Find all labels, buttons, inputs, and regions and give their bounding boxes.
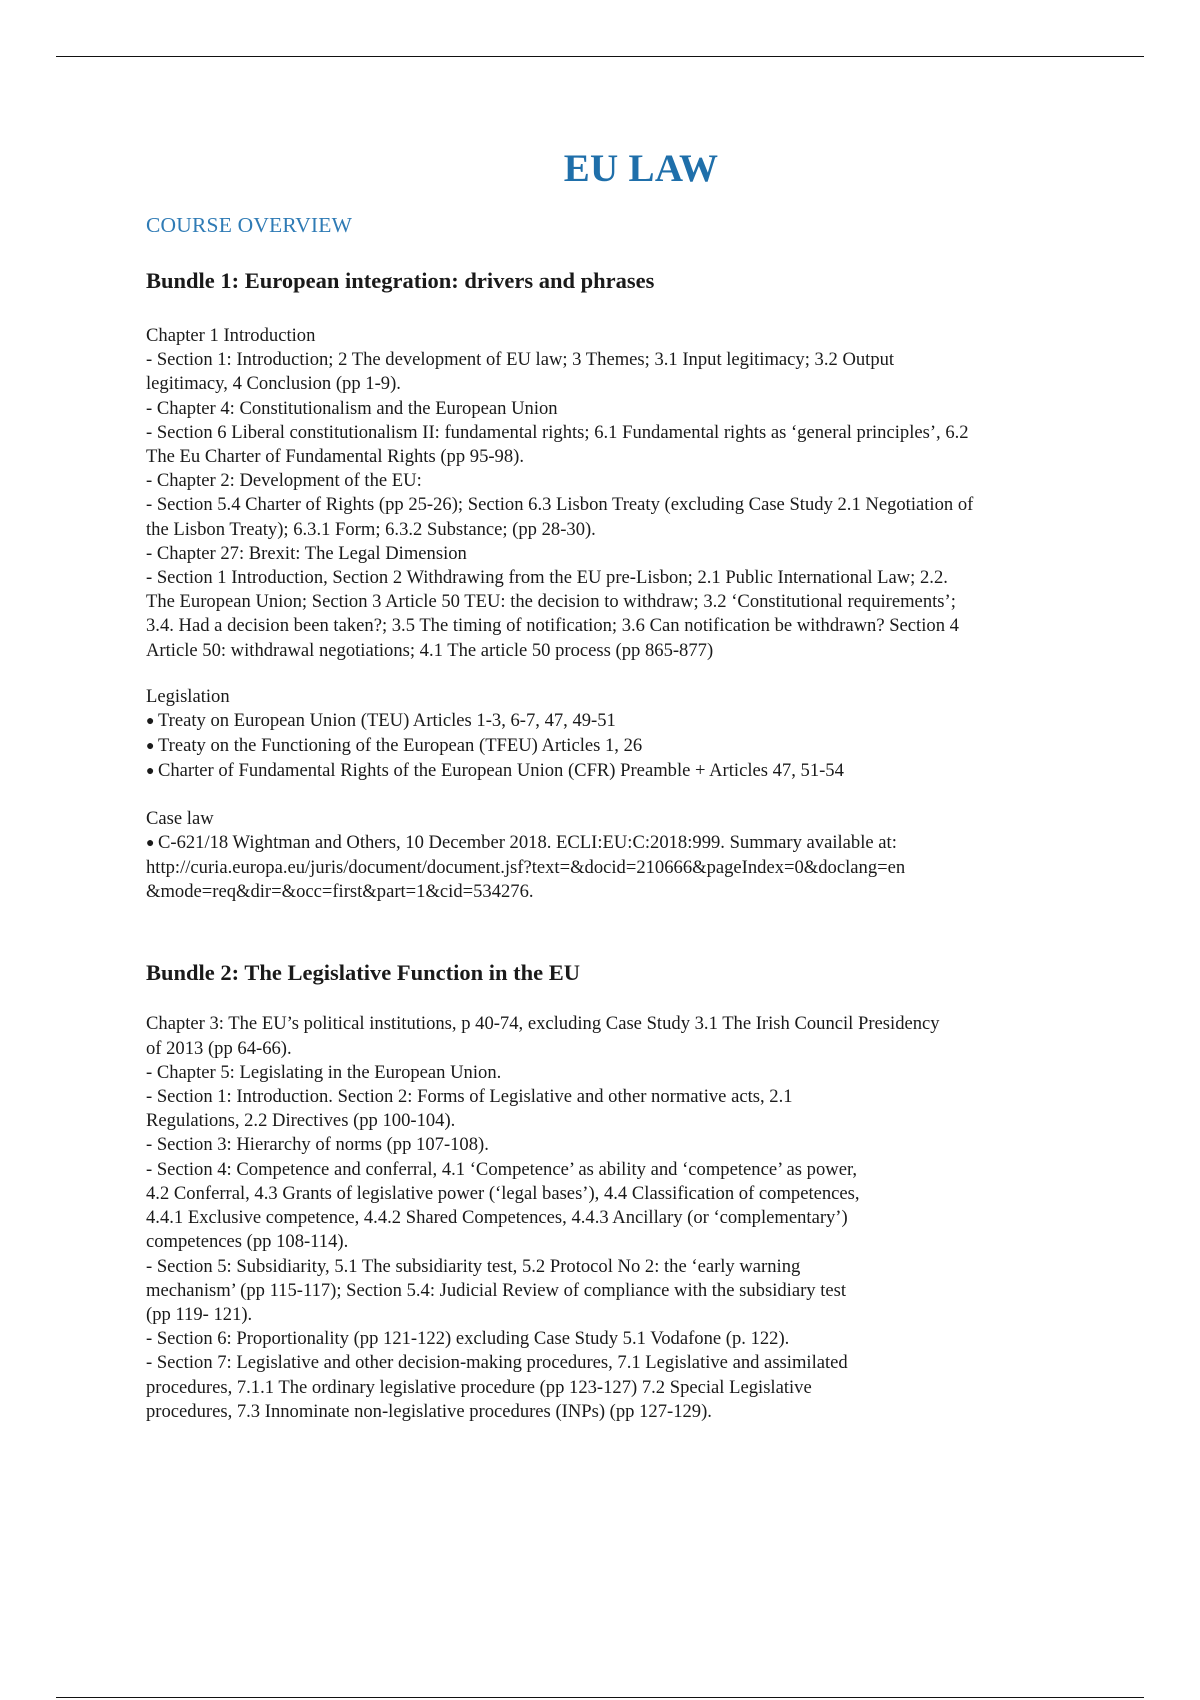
caselaw-item: ● C-621/18 Wightman and Others, 10 December 2018. ECLI:EU:C:2018:999. Summary available at:: [146, 831, 1106, 856]
reading-line: - Section 3: Hierarchy of norms (pp 107-108).: [146, 1134, 489, 1156]
reading-line: Chapter 3: The EU’s political institutions, p 40-74, excluding Case Study 3.1 The Irish Council Presidency: [146, 1013, 940, 1035]
reading-line: - Section 1 Introduction, Section 2 Withdrawing from the EU pre-Lisbon; 2.1 Public International Law; 2.2.: [146, 567, 948, 589]
bundle-2-reading: [146, 1012, 1106, 1423]
reading-line: Chapter 1 Introduction: [146, 325, 316, 346]
reading-line: - Chapter 5: Legislating in the European Union.: [146, 1061, 502, 1083]
footer-rule: [56, 1697, 1144, 1698]
reading-line: legitimacy, 4 Conclusion (pp 1-9).: [146, 373, 401, 395]
reading-line: - Section 6 Liberal constitutionalism II: fundamental rights; 6.1 Fundamental rights as ‘general principles’, 6.2: [146, 421, 969, 443]
reading-line: - Section 1: Introduction. Section 2: Forms of Legislative and other normative acts, 2.1: [146, 1086, 793, 1108]
caselaw-section: [146, 807, 1106, 905]
reading-line: 3.4. Had a decision been taken?; 3.5 The timing of notification; 3.6 Can notification be withdrawn? Section 4: [146, 615, 959, 637]
bundle-2-heading: Bundle 2: The Legislative Function in the EU: [146, 960, 581, 986]
reading-line: Article 50: withdrawal negotiations; 4.1 The article 50 process (pp 865-877): [146, 639, 714, 661]
legislation-item: ● Charter of Fundamental Rights of the European Union (CFR) Preamble + Articles 47, 51-54: [146, 759, 1106, 784]
reading-line: The Eu Charter of Fundamental Rights (pp 95-98).: [146, 446, 524, 468]
legislation-item: ● Treaty on the Functioning of the European (TFEU) Articles 1, 26: [146, 734, 1106, 759]
reading-line: - Section 4: Competence and conferral, 4.1 ‘Competence’ as ability and ‘competence’ as power,: [146, 1158, 858, 1180]
reading-line: - Section 6: Proportionality (pp 121-122) excluding Case Study 5.1 Vodafone (p. 122).: [146, 1328, 790, 1350]
document-body: [146, 138, 1106, 1424]
reading-line: - Section 1: Introduction; 2 The development of EU law; 3 Themes; 3.1 Input legitimacy; 3.2 Output: [146, 349, 895, 371]
reading-line: - Section 5: Subsidiarity, 5.1 The subsidiarity test, 5.2 Protocol No 2: the ‘early warning: [146, 1255, 801, 1277]
reading-line: - Section 7: Legislative and other decision-making procedures, 7.1 Legislative and assimilated: [146, 1352, 848, 1374]
reading-line: - Chapter 27: Brexit: The Legal Dimension: [146, 542, 467, 564]
header-rule: [56, 56, 1144, 57]
reading-line: - Section 5.4 Charter of Rights (pp 25-26); Section 6.3 Lisbon Treaty (excluding Case Study 2.1 Negotiation of: [146, 494, 974, 516]
reading-line: procedures, 7.1.1 The ordinary legislative procedure (pp 123-127) 7.2 Special Legislative: [146, 1376, 812, 1398]
reading-line: of 2013 (pp 64-66).: [146, 1037, 292, 1059]
bundle-1-reading: [146, 324, 1106, 663]
bundle-1-heading: Bundle 1: European integration: drivers and phrases: [146, 268, 655, 293]
caselaw-link[interactable]: http://curia.europa.eu/juris/document/document.jsf?text=&docid=210666&pageIndex=0&doclang=en: [146, 857, 906, 879]
reading-line: procedures, 7.3 Innominate non-legislative procedures (INPs) (pp 127-129).: [146, 1400, 712, 1422]
legislation-item: ● Treaty on European Union (TEU) Articles 1-3, 6-7, 47, 49-51: [146, 709, 1106, 734]
reading-line: the Lisbon Treaty); 6.3.1 Form; 6.3.2 Substance; (pp 28-30).: [146, 518, 596, 540]
reading-line: 4.4.1 Exclusive competence, 4.4.2 Shared Competences, 4.4.3 Ancillary (or ‘complementary’): [146, 1207, 848, 1229]
reading-line: Regulations, 2.2 Directives (pp 100-104).: [146, 1110, 456, 1132]
bundle-2: [146, 960, 1106, 1423]
reading-line: mechanism’ (pp 115-117); Section 5.4: Judicial Review of compliance with the subsidiary test: [146, 1279, 847, 1301]
course-overview-heading: COURSE OVERVIEW: [146, 213, 353, 237]
caselaw-link[interactable]: &mode=req&dir=&occ=first&part=1&cid=534276.: [146, 881, 534, 903]
document-title: EU LAW: [563, 147, 719, 190]
reading-line: - Chapter 2: Development of the EU:: [146, 470, 422, 492]
reading-line: competences (pp 108-114).: [146, 1231, 349, 1253]
reading-line: - Chapter 4: Constitutionalism and the European Union: [146, 397, 558, 419]
reading-line: (pp 119- 121).: [146, 1303, 253, 1325]
legislation-label: Legislation: [146, 685, 230, 707]
caselaw-label: Case law: [146, 807, 214, 829]
reading-line: The European Union; Section 3 Article 50 TEU: the decision to withdraw; 3.2 ‘Constitutional requirements’;: [146, 591, 956, 613]
reading-line: 4.2 Conferral, 4.3 Grants of legislative power (‘legal bases’), 4.4 Classification of competences,: [146, 1182, 860, 1204]
legislation-section: [146, 685, 1106, 785]
bundle-1: [146, 268, 1106, 904]
